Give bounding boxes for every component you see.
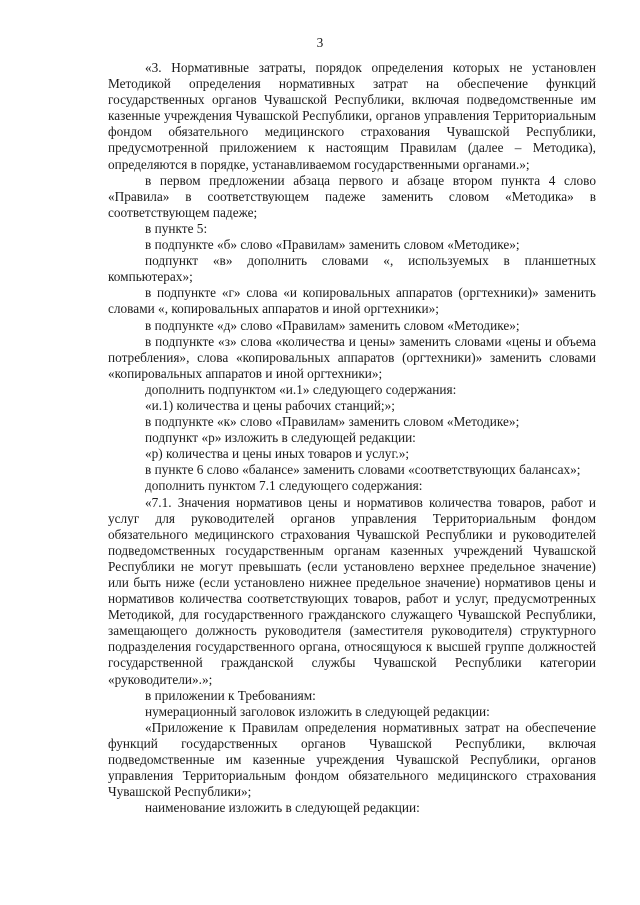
paragraph: нумерационный заголовок изложить в следующей редакции: — [145, 703, 490, 719]
paragraph: дополнить подпунктом «и.1» следующего содержания: — [145, 381, 457, 397]
paragraph: «Приложение к Правилам определения нормативных затрат на обеспечение функций государственных органов Чувашской Республики, включая подведомственные им казенные учреждения Чувашской Республики, органов управления Территориальным фондом обязательного медицинского страхования Чувашской Республики»; — [108, 719, 596, 800]
paragraph: «7.1. Значения нормативов цены и нормативов количества товаров, работ и услуг для руководителей органов управления Территориальным фондом обязательного медицинского страхования Чувашской Республики и руководителей подведомственных государственным органам казенных учреждений Чувашской Республики не могут превышать (если установлено верхнее предельное значение) или быть ниже (если установлено нижнее предельное значение) нормативов цены и нормативов количества соответствующих товаров, работ и услуг, предусмотренных Методикой, для государственного гражданского служащего Чувашской Республики, замещающего должность руководителя (заместителя руководителя) структурного подразделения государственного органа, относящуюся к высшей группе должностей государственной гражданской службы Чувашской Республики категории «руководители».»; — [108, 494, 596, 687]
page-number: 3 — [316, 35, 324, 50]
paragraph: в подпункте «к» слово «Правилам» заменить словом «Методике»; — [145, 414, 520, 430]
paragraph: «р) количества и цены иных товаров и услуг.»; — [145, 446, 410, 462]
document-body — [108, 60, 596, 816]
paragraph: в приложении к Требованиям: — [145, 687, 316, 703]
paragraph: в пункте 5: — [145, 220, 208, 236]
paragraph: наименование изложить в следующей редакции: — [145, 800, 420, 816]
paragraph: «3. Нормативные затраты, порядок определения которых не установлен Методикой определения нормативных затрат на обеспечение функций государственных органов Чувашской Республики, включая подведомственные им казенные учреждения Чувашской Республики, органов управления Территориальным фондом обязательного медицинского страхования Чувашской Республики, предусмотренной приложением к настоящим Правилам (далее – Методика), определяются в порядке, устанавливаемом государственными органами.»; — [108, 60, 596, 172]
paragraph: «и.1) количества и цены рабочих станций;»; — [145, 397, 395, 413]
paragraph: в подпункте «д» слово «Правилам» заменить словом «Методике»; — [145, 317, 520, 333]
paragraph: подпункт «р» изложить в следующей редакции: — [145, 430, 416, 446]
paragraph: в подпункте «б» слово «Правилам» заменить словом «Методике»; — [145, 237, 520, 253]
paragraph: в пункте 6 слово «балансе» заменить словами «соответствующих балансах»; — [145, 462, 581, 478]
paragraph: в первом предложении абзаца первого и абзаце втором пункта 4 слово «Правила» в соответствующем падеже заменить словом «Методика» в соответствующем падеже; — [108, 172, 596, 220]
paragraph: дополнить пунктом 7.1 следующего содержания: — [145, 478, 423, 494]
paragraph: подпункт «в» дополнить словами «, используемых в планшетных компьютерах»; — [108, 253, 596, 285]
paragraph: в подпункте «г» слова «и копировальных аппаратов (оргтехники)» заменить словами «, копировальных аппаратов и иной оргтехники»; — [108, 285, 596, 317]
paragraph: в подпункте «з» слова «количества и цены» заменить словами «цены и объема потребления», слова «копировальных аппаратов (оргтехники)» заменить словами «копировальных аппаратов и иной оргтехники»; — [108, 333, 596, 381]
